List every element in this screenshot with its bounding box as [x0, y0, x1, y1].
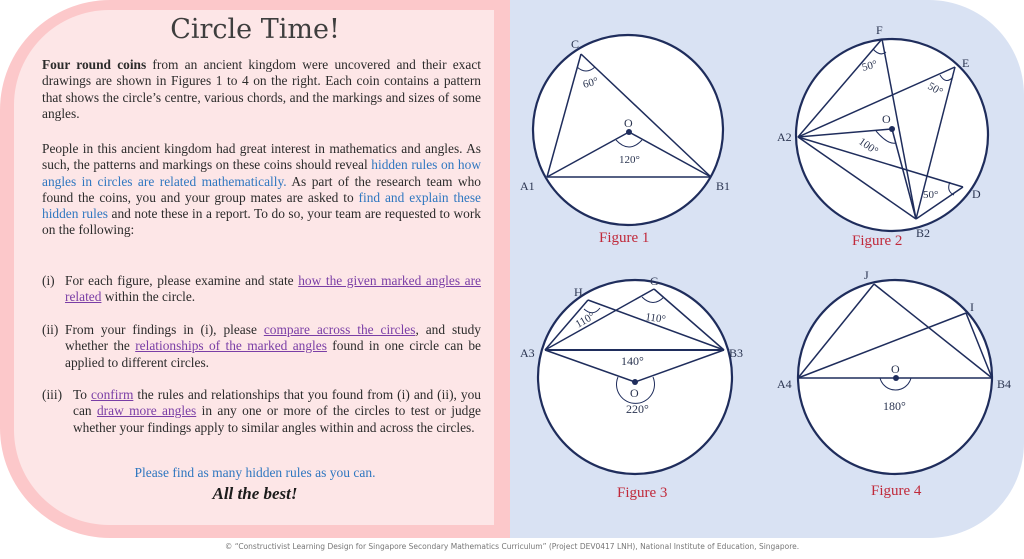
figure-4-caption: Figure 4 [871, 483, 922, 499]
label-b2: B2 [916, 226, 931, 240]
intro-text: from an ancient kingdom were uncovered and their exact drawings are shown in Figures 1 to 4 on the right. Each coin contains a pattern that shows the circle’s centre, various chords, and the markings and sizes of some angles. [42, 57, 481, 121]
angle-110-g: 110° [644, 311, 667, 326]
task-number: (i) [42, 273, 55, 288]
link-draw-more-angles[interactable]: draw more angles [96, 403, 197, 419]
context-text-3: and note these in a report. To do so, your team are requested to work on the following: [42, 206, 482, 238]
label-a1: A1 [520, 179, 535, 193]
highlight-hidden-rules: hidden rules on how angles in circles are related mathematically. [42, 157, 481, 189]
task-text: found in one circle can be applied to different circles. [65, 338, 482, 370]
label-b3: B3 [729, 346, 744, 360]
task-item-3 [42, 387, 481, 436]
figure-1-caption: Figure 1 [599, 230, 650, 246]
angle-50-f: 50° [860, 58, 879, 74]
label-f: F [876, 23, 883, 37]
link-compare-circles[interactable]: compare across the circles [263, 322, 416, 337]
angle-120: 120° [619, 154, 640, 166]
task-text: , and study whether the [65, 322, 481, 354]
context-text-2: As part of the research team who found the coins, you and your group mates are asked to [42, 173, 481, 205]
intro-bold-lead: Four round coins [42, 57, 147, 72]
label-b4: B4 [997, 377, 1012, 391]
angle-50-e: 50° [925, 80, 945, 99]
angle-180: 180° [883, 399, 906, 413]
label-i: I [970, 300, 974, 314]
label-j: J [864, 268, 869, 282]
label-o: O [882, 112, 891, 126]
copyright-footer: © “Constructivist Learning Design for Singapore Secondary Mathematics Curriculum” (Project DEV0417 LNH), National Institute of Education, Singapore. [224, 542, 800, 551]
figure-2-caption: Figure 2 [852, 233, 903, 249]
centre-point [889, 126, 895, 132]
figure-4 [770, 265, 1024, 505]
angle-50-d: 50° [923, 189, 939, 201]
task-item-2 [42, 322, 481, 371]
angle-100: 100° [856, 135, 881, 158]
angle-220: 220° [626, 402, 649, 416]
figure-2 [770, 15, 1024, 255]
task-text: For each figure, please examine and state [65, 273, 299, 288]
intro-paragraph [42, 57, 481, 122]
label-o: O [624, 116, 633, 130]
figure-1 [510, 30, 760, 260]
link-marked-angles-related[interactable]: how the given marked angles are related [65, 273, 481, 305]
label-a3: A3 [520, 346, 535, 360]
label-o: O [630, 386, 639, 400]
label-a2: A2 [777, 130, 792, 144]
closing-prompt: Please find as many hidden rules as you can. [134, 465, 376, 480]
label-g: G [650, 274, 659, 288]
link-relationships-marked-angles[interactable]: relationships of the marked angles [135, 338, 327, 354]
task-item-1 [42, 273, 481, 306]
task-number: (iii) [42, 387, 63, 402]
context-text-1: People in this ancient kingdom had great interest in mathematics and angles. As such, the patterns and markings on these coins should reveal [42, 141, 481, 173]
task-number: (ii) [42, 322, 59, 337]
label-e: E [962, 56, 970, 70]
label-h: H [574, 285, 583, 299]
context-paragraph [42, 141, 481, 239]
page-title: Circle Time! [170, 14, 340, 45]
angle-110-h: 110° [573, 309, 598, 331]
label-d: D [972, 187, 981, 201]
task-text: To [73, 387, 91, 402]
closing-wish: All the best! [212, 484, 298, 503]
task-text: the rules and relationships that you found from (i) and (ii), you can [73, 387, 481, 419]
task-text: From your findings in (i), please [65, 322, 264, 337]
label-c: C [571, 37, 580, 51]
label-b1: B1 [716, 179, 731, 193]
angle-60: 60° [581, 75, 600, 91]
circle-outline [538, 280, 732, 474]
task-text: within the circle. [101, 289, 196, 305]
highlight-find-explain: find and explain these hidden rules [42, 189, 482, 222]
task-text: in any one or more of the circles to test or judge whether your findings apply to similar angles within and across the circles. [73, 403, 481, 435]
link-confirm[interactable]: confirm [90, 387, 134, 402]
label-o: O [891, 362, 900, 376]
figure-3-caption: Figure 3 [617, 485, 668, 501]
figure-3 [510, 265, 760, 505]
label-a4: A4 [777, 377, 792, 391]
angle-140: 140° [621, 354, 644, 368]
centre-point [632, 379, 638, 385]
